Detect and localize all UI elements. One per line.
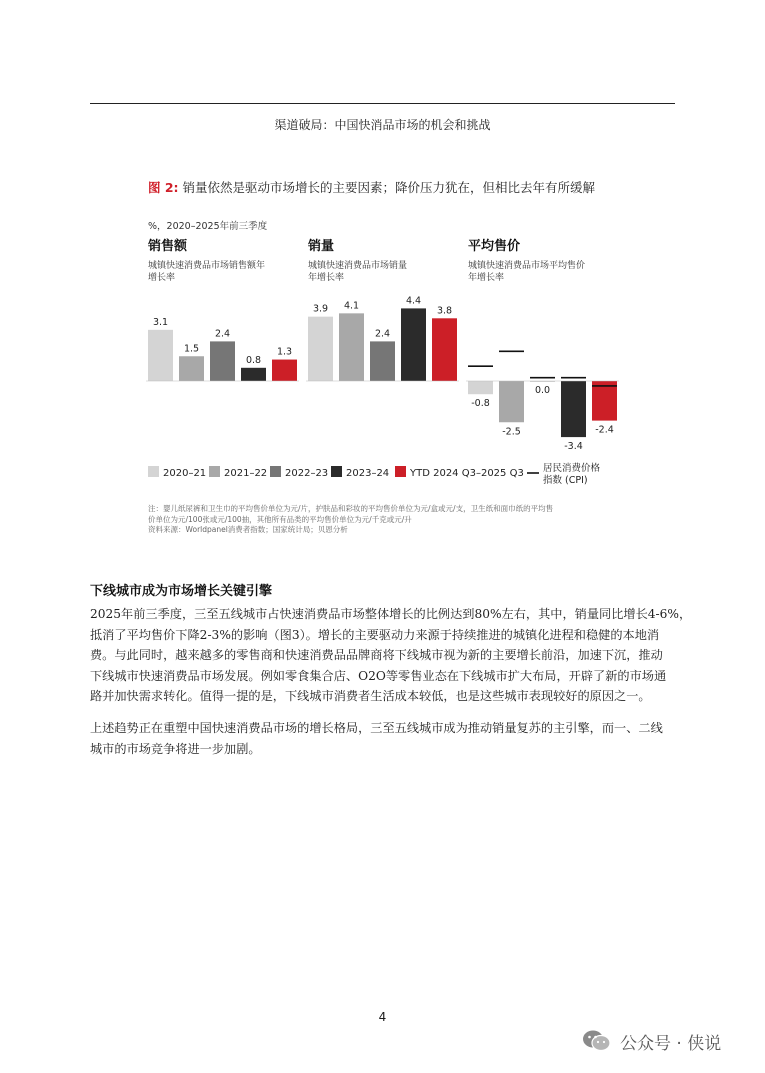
bar: [272, 360, 297, 381]
note-line: 注：婴儿纸尿裤和卫生巾的平均售价单位为元/片，护肤品和彩妆的平均售价单位为元/盒或元/支，卫生纸和面巾纸的平均售: [148, 504, 554, 513]
legend-label: 2021–22: [224, 468, 268, 479]
bar: [179, 356, 204, 381]
legend-swatch: [270, 466, 281, 477]
figure-title-text: 销量依然是驱动市场增长的主要因素；降价压力犹在，但相比去年有所缓解: [182, 180, 596, 195]
paragraph-line: 抵消了平均售价下降2-3%的影响（图3）。增长的主要驱动力来源于持续推进的城镇化进程和稳健的本地消: [90, 627, 660, 642]
legend-swatch: [209, 466, 220, 477]
figure-notes: [148, 504, 553, 536]
data-label: 3.1: [152, 316, 169, 328]
paragraph-line: 下线城市快速消费品市场发展。例如零食集合店、O2O等零售业态在下线城市扩大布局，开辟了新的市场通: [90, 668, 667, 683]
data-label: 0.0: [534, 385, 551, 396]
bar: [468, 381, 493, 394]
chart-title: 平均售价: [468, 239, 521, 254]
paragraph-line: 城市的市场竞争将进一步加剧。: [90, 741, 261, 756]
data-label: 4.4: [405, 295, 422, 307]
data-label: 3.9: [312, 303, 329, 315]
figure-label: 图 2:: [148, 180, 179, 195]
paragraph-line: 2025年前三季度，三至五线城市占快速消费品市场整体增长的比例达到80%左右，其中，销量同比增长4-6%，: [90, 607, 692, 621]
paragraph-line: 费。与此同时，越来越多的零售商和快速消费品品牌商将下线城市视为新的主要增长前沿，加速下沉，推动: [90, 648, 663, 662]
bar: [499, 381, 524, 422]
legend-swatch: [395, 466, 406, 477]
paragraph: [90, 604, 692, 707]
data-label: 0.8: [245, 354, 262, 366]
bar: [339, 313, 364, 381]
paragraph-line: 路并加快需求转化。值得一提的是，下线城市消费者生活成本较低，也是这些城市表现较好的原因之一。: [90, 689, 651, 703]
chart-title: 销售额: [148, 239, 188, 254]
chart-subtitle-line: 增长率: [148, 273, 176, 283]
bar: [308, 317, 333, 381]
unit-note: %，2020–2025年前三季度: [148, 221, 268, 232]
bar: [210, 341, 235, 381]
page-number: 4: [378, 1010, 387, 1024]
chart-subtitle-line: 年增长率: [468, 273, 505, 283]
data-label: -0.8: [471, 398, 490, 410]
data-label: 3.8: [436, 305, 453, 317]
running-title: 渠道破局：中国快消品市场的机会和挑战: [274, 118, 491, 132]
data-label: 2.4: [374, 328, 391, 340]
chart-subtitle-line: 城镇快速消费品市场销售额年: [148, 261, 266, 271]
wechat-icon: [582, 1028, 612, 1054]
data-label: 1.3: [276, 346, 293, 358]
legend-swatch: [148, 466, 159, 477]
data-label: -2.5: [502, 426, 521, 438]
data-label: -3.4: [564, 441, 583, 453]
watermark-text: 公众号 · 侠说: [620, 1033, 722, 1054]
data-label: 1.5: [183, 343, 200, 355]
bar: [561, 381, 586, 437]
chart-subtitle-line: 城镇快速消费品市场销量: [308, 261, 408, 271]
data-label: 4.1: [343, 300, 360, 312]
paragraph: [90, 718, 680, 759]
bar: [370, 341, 395, 381]
paragraph-line: 上述趋势正在重塑中国快速消费品市场的增长格局，三至五线城市成为推动销量复苏的主引擎，而一、二线: [90, 721, 663, 735]
legend-label: 2023–24: [346, 468, 390, 479]
legend-cpi-label: 居民消费价格: [543, 463, 601, 474]
data-label: -2.4: [595, 424, 614, 436]
bar: [148, 330, 173, 381]
legend-swatch: [331, 466, 342, 477]
bar: [401, 308, 426, 381]
chart-title: 销量: [308, 239, 335, 254]
bar: [241, 368, 266, 381]
data-label: 2.4: [214, 328, 231, 340]
chart-subtitle-line: 年增长率: [308, 273, 345, 283]
chart-subtitle-line: 城镇快速消费品市场平均售价: [468, 261, 586, 271]
section-heading: 下线城市成为市场增长关键引擎: [90, 584, 273, 599]
bar: [432, 318, 457, 381]
legend-label: 2022–23: [285, 468, 329, 479]
note-line: 价单位为元/100张或元/100抽，其他所有品类的平均售价单位为元/千克或元/升: [148, 514, 412, 524]
watermark: [582, 1028, 721, 1054]
legend-cpi-label: 指数 (CPI): [543, 475, 588, 486]
source-line: 资料来源：Worldpanel消费者指数；国家统计局；贝恩分析: [148, 525, 348, 534]
legend-label: 2020–21: [163, 468, 207, 479]
legend-label: YTD 2024 Q3–2025 Q3: [410, 468, 524, 479]
bar: [592, 381, 617, 421]
